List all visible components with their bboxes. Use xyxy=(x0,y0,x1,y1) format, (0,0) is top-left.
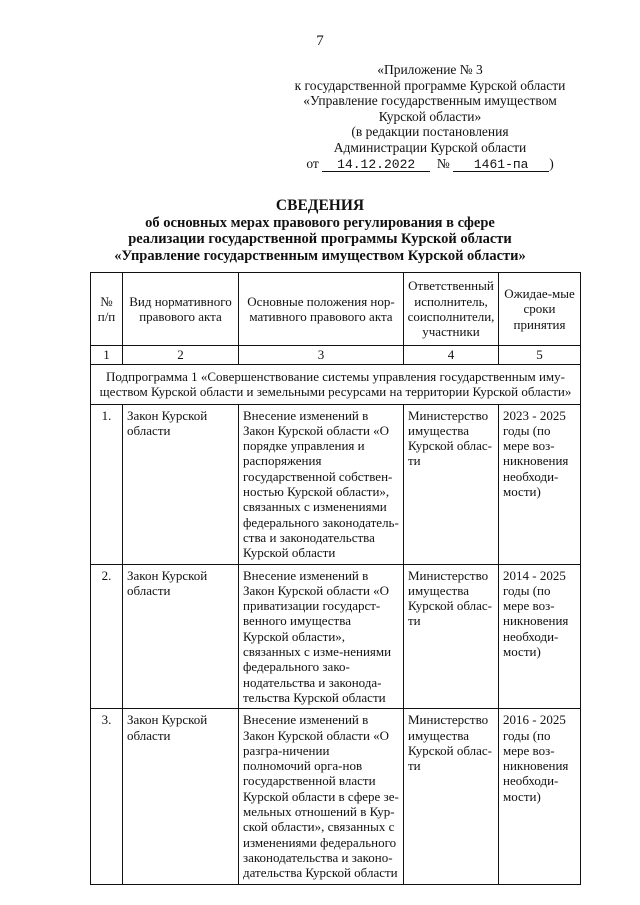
header-number: № п/п xyxy=(91,273,123,346)
resolution-number: 1461-па xyxy=(453,158,549,172)
row-act-type: Закон Курской области xyxy=(123,709,239,884)
row-act-type: Закон Курской области xyxy=(123,404,239,564)
appendix-line: «Приложение № 3 xyxy=(377,62,483,77)
row-act-type: Закон Курской области xyxy=(123,564,239,709)
table-row xyxy=(91,709,581,884)
column-number: 3 xyxy=(239,346,404,365)
column-number: 2 xyxy=(123,346,239,365)
appendix-line: Курской области» xyxy=(378,108,482,124)
measures-table xyxy=(90,272,581,885)
appendix-line: «Управление государственным имуществом xyxy=(303,93,557,109)
column-number: 4 xyxy=(404,346,499,365)
row-executor: Министерство имущества Курской облас-ти xyxy=(404,404,499,564)
appendix-line: к государственной программе Курской области xyxy=(294,77,566,93)
page-number: 7 xyxy=(316,33,324,49)
title-line: реализации государственной программы Курской области xyxy=(128,231,512,247)
header-executor: Ответственный исполнитель, соисполнители, участники xyxy=(404,273,499,346)
row-executor: Министерство имущества Курской облас-ти xyxy=(404,709,499,884)
subprogram-row xyxy=(91,365,581,405)
row-provisions: Внесение изменений в Закон Курской области «О разгра-ничении полномочий орга-нов государственной власти Курской области в сфере зе-мельных отношений в Кур-ской области», связанных с изменениями федерального законодательства и законо-дательства Курской области xyxy=(239,709,404,884)
column-numbers-row xyxy=(91,346,581,365)
header-term: Ожидае-мые сроки принятия xyxy=(499,273,581,346)
row-number: 3. xyxy=(91,709,123,884)
row-provisions: Внесение изменений в Закон Курской области «О приватизации государст-венного имущества Курской области», связанных с изме-нениями федерального зако-нодательства и законода-тельства Курской области xyxy=(239,564,404,709)
closing-paren: ) xyxy=(549,155,554,171)
table-header-row xyxy=(91,273,581,346)
document-title xyxy=(0,198,640,264)
appendix-header xyxy=(270,62,590,172)
appendix-line: Администрации Курской области xyxy=(333,139,527,155)
row-number: 1. xyxy=(91,404,123,564)
row-number: 2. xyxy=(91,564,123,709)
subprogram-title: Подпрограмма 1 «Совершенствование системы управления государственным иму-ществом Курской области и земельными ресурсами на территории Курской области» xyxy=(91,365,581,405)
header-act-type: Вид нормативного правового акта xyxy=(123,273,239,346)
row-term: 2016 - 2025 годы (по мере воз-никновения необходи-мости) xyxy=(499,709,581,884)
row-term: 2014 - 2025 годы (по мере воз-никновения необходи-мости) xyxy=(499,564,581,709)
number-prefix: № xyxy=(436,155,450,171)
date-prefix: от xyxy=(306,155,319,171)
table-row xyxy=(91,564,581,709)
title-line: «Управление государственным имуществом Курской области» xyxy=(114,247,526,264)
column-number: 5 xyxy=(499,346,581,365)
title-line: об основных мерах правового регулирования в сфере xyxy=(145,214,495,231)
appendix-date-line xyxy=(270,156,590,172)
row-executor: Министерство имущества Курской облас-ти xyxy=(404,564,499,709)
row-term: 2023 - 2025 годы (по мере воз-никновения необходи-мости) xyxy=(499,404,581,564)
table-row xyxy=(91,404,581,564)
header-provisions: Основные положения нор-мативного правового акта xyxy=(239,273,404,346)
resolution-date: 14.12.2022 xyxy=(322,158,430,172)
appendix-line: (в редакции постановления xyxy=(351,124,509,140)
row-provisions: Внесение изменений в Закон Курской области «О порядке управления и распоряжения государственной собствен-ностью Курской области», связанных с изменениями федерального законодатель-ства и законодательства Курской области xyxy=(239,404,404,564)
column-number: 1 xyxy=(91,346,123,365)
title-heading: СВЕДЕНИЯ xyxy=(275,197,365,214)
